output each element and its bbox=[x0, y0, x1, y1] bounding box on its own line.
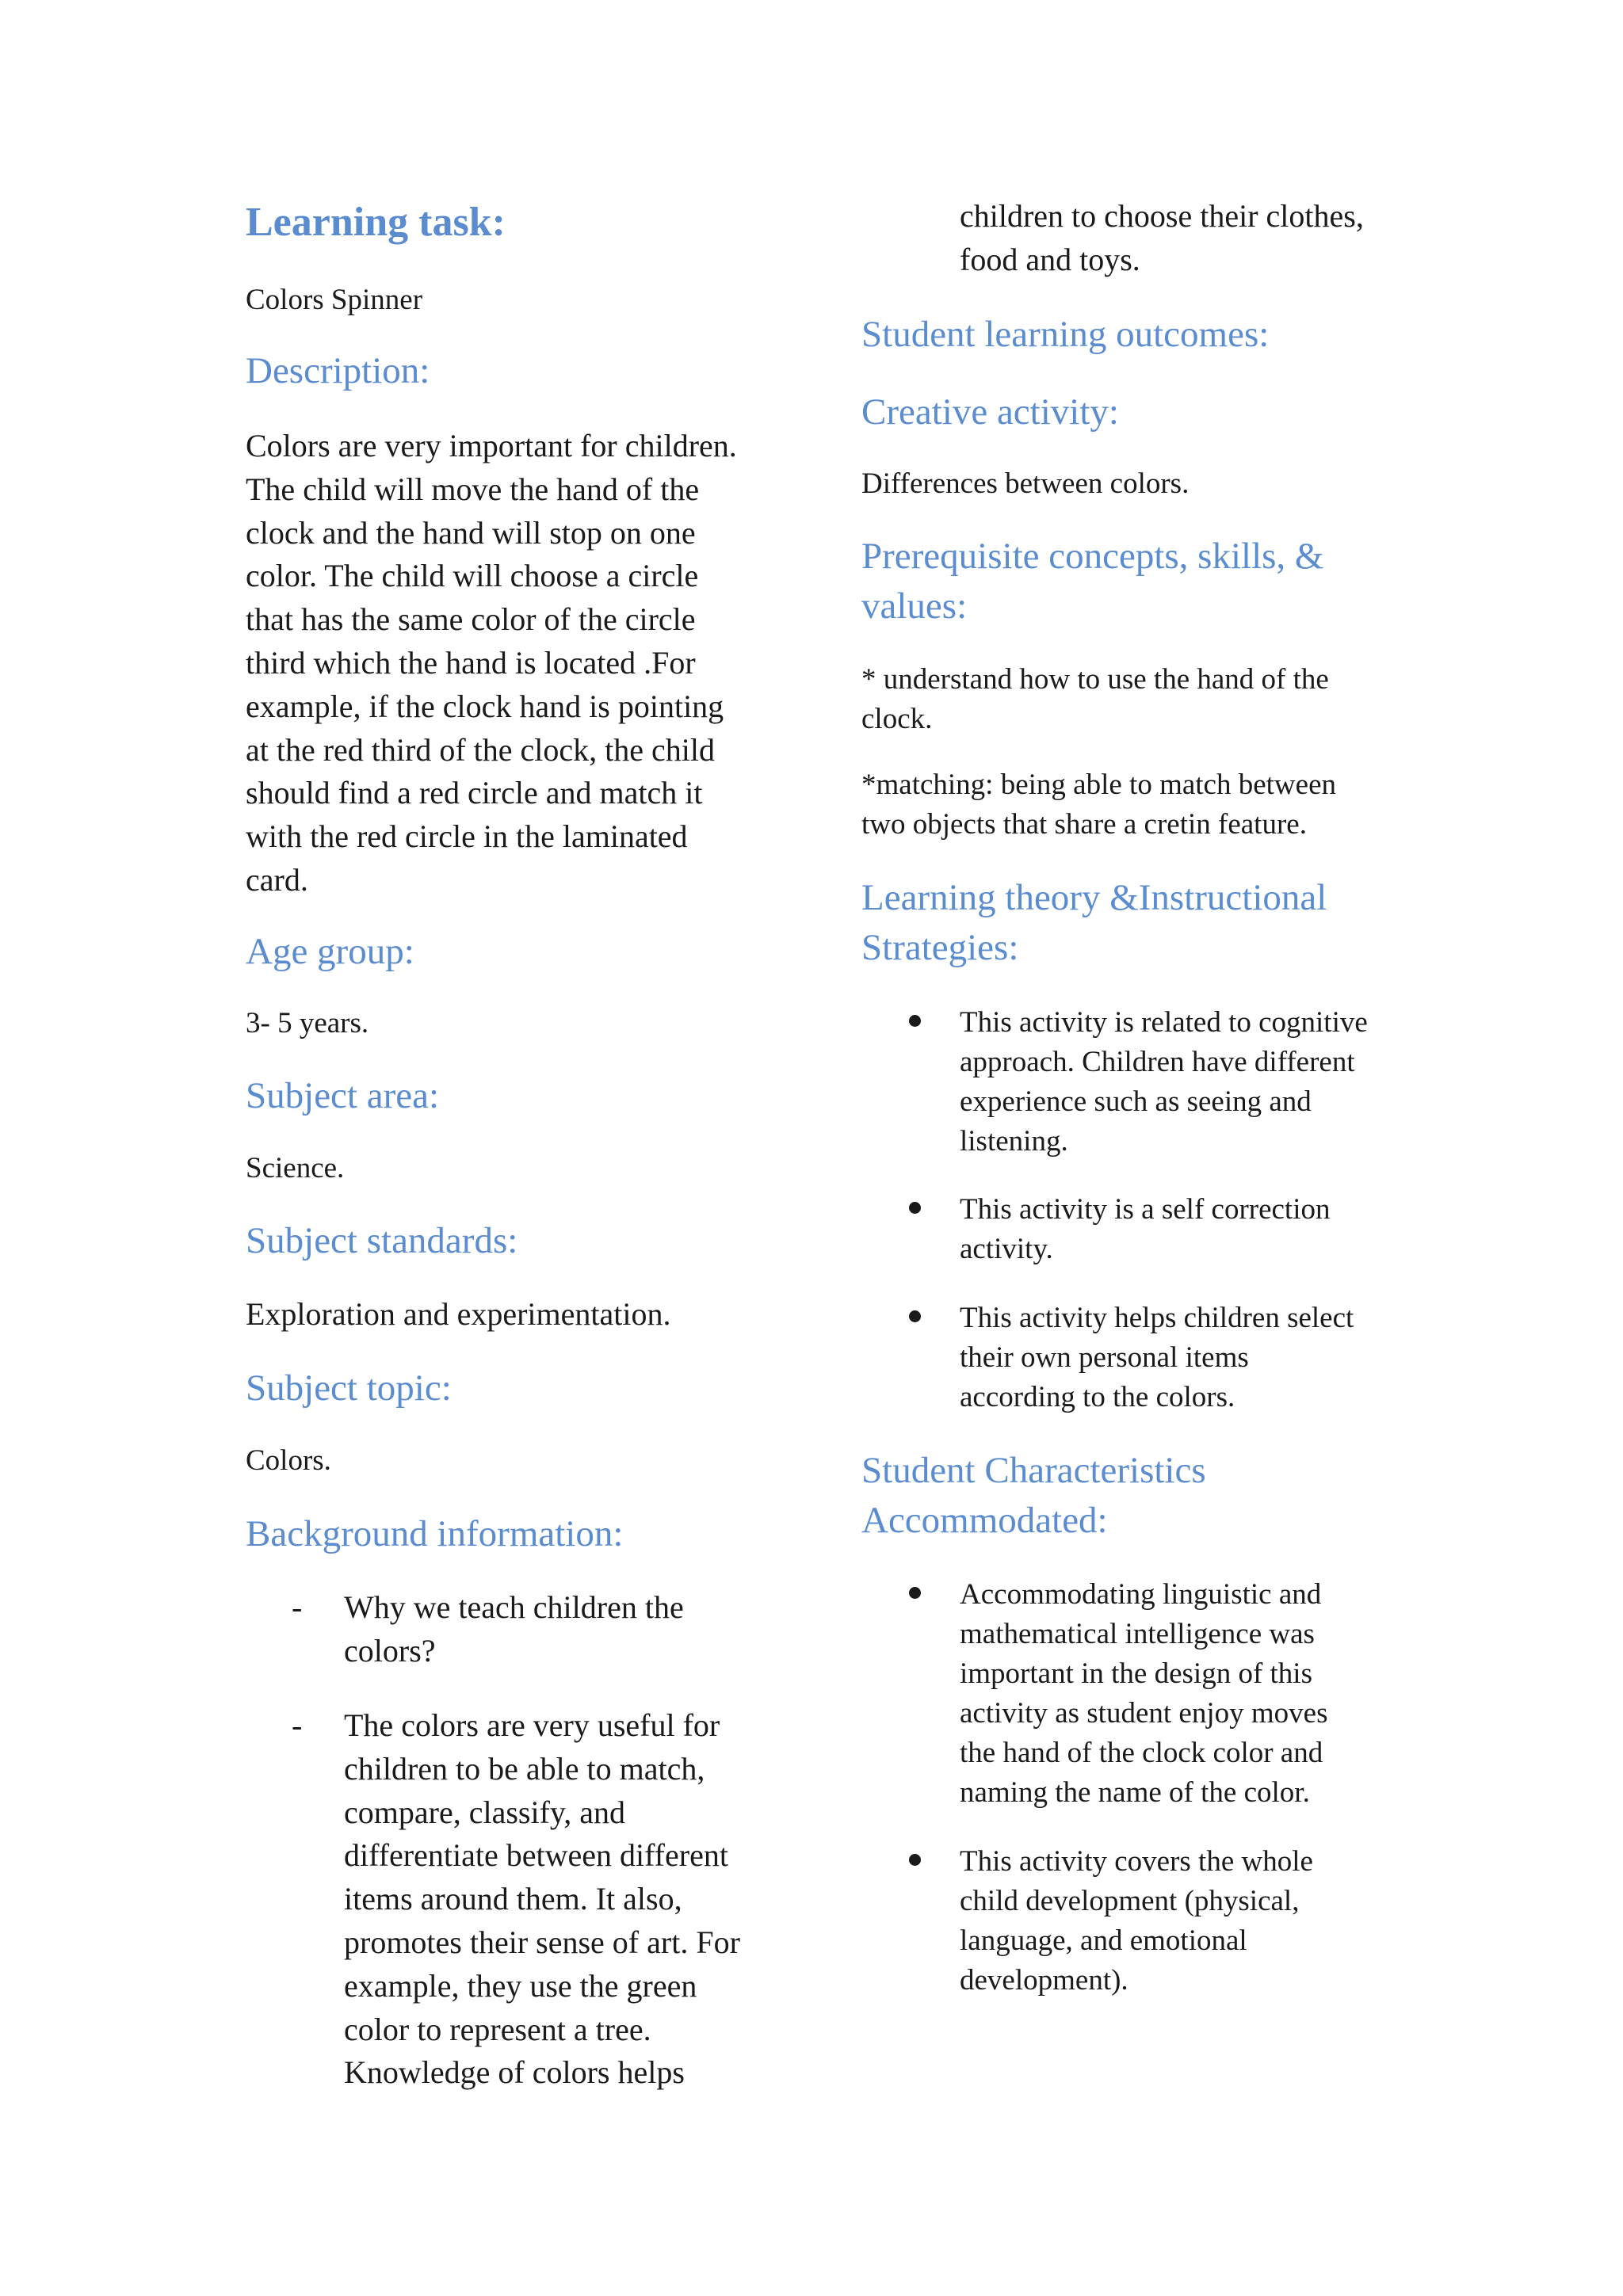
dash-marker: - bbox=[292, 1707, 303, 1743]
subject-topic-value: Colors. bbox=[246, 1444, 331, 1477]
background-item-text bbox=[344, 1704, 740, 2095]
text-line: compare, classify, and bbox=[344, 1794, 626, 1830]
text-line: Why we teach children the bbox=[344, 1589, 684, 1625]
description-line: Colors are very important for children. bbox=[246, 428, 737, 463]
description-line: at the red third of the clock, the child bbox=[246, 731, 716, 768]
heading-line: Accommodated: bbox=[861, 1500, 1108, 1541]
characteristics-heading bbox=[861, 1446, 1206, 1546]
text-line: two objects that share a cretin feature. bbox=[861, 808, 1307, 841]
subject-area-value: Science. bbox=[246, 1152, 345, 1184]
bullet-text bbox=[960, 1575, 1327, 1813]
background-item-text bbox=[344, 1586, 684, 1673]
bullet-icon bbox=[909, 1015, 921, 1027]
description-line: that has the same color of the circle bbox=[246, 601, 696, 638]
prerequisite-heading bbox=[861, 532, 1323, 631]
heading-line: values: bbox=[861, 585, 968, 627]
text-line: promotes their sense of art. For bbox=[344, 1924, 740, 1960]
description-line: with the red circle in the laminated bbox=[246, 818, 688, 855]
description-heading: Description: bbox=[246, 350, 430, 391]
description-line: third which the hand is located .For bbox=[246, 644, 696, 681]
age-group-heading: Age group: bbox=[246, 931, 414, 972]
background-info-heading: Background information: bbox=[246, 1513, 624, 1554]
description-paragraph bbox=[246, 425, 737, 902]
description-line: card. bbox=[246, 861, 308, 898]
heading-line: Prerequisite concepts, skills, & bbox=[861, 536, 1324, 577]
bullet-text bbox=[960, 1003, 1368, 1161]
learning-outcomes-heading: Student learning outcomes: bbox=[861, 314, 1270, 355]
text-line: clock. bbox=[861, 703, 933, 735]
text-line: development). bbox=[960, 1964, 1128, 1997]
prerequisite-item bbox=[861, 660, 1329, 739]
text-line: important in the design of this bbox=[960, 1657, 1312, 1690]
continued-paragraph bbox=[960, 195, 1364, 282]
description-line: color. The child will choose a circle bbox=[246, 558, 699, 594]
text-line: approach. Children have different bbox=[960, 1046, 1355, 1078]
heading-line: Learning theory &Instructional bbox=[861, 877, 1327, 918]
text-line: This activity helps children select bbox=[960, 1302, 1354, 1334]
text-line: *matching: being able to match between bbox=[861, 769, 1336, 801]
text-line: Knowledge of colors helps bbox=[344, 2054, 685, 2091]
creative-activity-value: Differences between colors. bbox=[861, 467, 1190, 500]
bullet-text bbox=[960, 1842, 1313, 2000]
text-line: colors? bbox=[344, 1632, 436, 1669]
subject-standards-value: Exploration and experimentation. bbox=[246, 1296, 671, 1332]
text-line: mathematical intelligence was bbox=[960, 1618, 1315, 1650]
dash-marker: - bbox=[292, 1589, 303, 1625]
bullet-icon bbox=[909, 1202, 921, 1214]
bullet-icon bbox=[909, 1587, 921, 1599]
text-line: activity as student enjoy moves bbox=[960, 1697, 1328, 1730]
subject-standards-heading: Subject standards: bbox=[246, 1220, 518, 1261]
text-line: the hand of the clock color and bbox=[960, 1737, 1323, 1769]
heading-line: Strategies: bbox=[861, 927, 1019, 968]
bullet-icon bbox=[909, 1854, 921, 1866]
text-line: * understand how to use the hand of the bbox=[861, 663, 1329, 696]
text-line: listening. bbox=[960, 1125, 1068, 1158]
bullet-icon bbox=[909, 1310, 921, 1322]
task-name: Colors Spinner bbox=[246, 284, 423, 316]
text-line: naming the name of the color. bbox=[960, 1776, 1310, 1809]
description-line: clock and the hand will stop on one bbox=[246, 514, 696, 551]
text-line: child development (physical, bbox=[960, 1885, 1300, 1917]
text-line: children to choose their clothes, bbox=[960, 198, 1364, 234]
learning-task-title: Learning task: bbox=[246, 200, 506, 245]
bullet-text bbox=[960, 1299, 1354, 1417]
text-line: color to represent a tree. bbox=[344, 2011, 651, 2047]
text-line: differentiate between different bbox=[344, 1837, 728, 1874]
creative-activity-heading: Creative activity: bbox=[861, 391, 1119, 433]
text-line: example, they use the green bbox=[344, 1967, 697, 2004]
text-line: This activity is a self correction bbox=[960, 1193, 1331, 1226]
subject-topic-heading: Subject topic: bbox=[246, 1367, 452, 1409]
text-line: activity. bbox=[960, 1233, 1053, 1265]
text-line: children to be able to match, bbox=[344, 1750, 705, 1787]
text-line: This activity covers the whole bbox=[960, 1845, 1313, 1878]
subject-area-heading: Subject area: bbox=[246, 1075, 440, 1116]
heading-line: Student Characteristics bbox=[861, 1450, 1206, 1491]
text-line: The colors are very useful for bbox=[344, 1707, 720, 1743]
text-line: Accommodating linguistic and bbox=[960, 1578, 1322, 1611]
text-line: experience such as seeing and bbox=[960, 1085, 1312, 1118]
prerequisite-item bbox=[861, 765, 1336, 845]
text-line: food and toys. bbox=[960, 241, 1140, 277]
text-line: This activity is related to cognitive bbox=[960, 1006, 1368, 1039]
bullet-text bbox=[960, 1190, 1331, 1269]
description-line: The child will move the hand of the bbox=[246, 471, 700, 507]
description-line: should find a red circle and match it bbox=[246, 775, 703, 811]
age-group-value: 3- 5 years. bbox=[246, 1007, 369, 1039]
text-line: their own personal items bbox=[960, 1341, 1249, 1374]
text-line: items around them. It also, bbox=[344, 1881, 682, 1917]
text-line: language, and emotional bbox=[960, 1924, 1247, 1957]
learning-theory-heading bbox=[861, 873, 1327, 973]
text-line: according to the colors. bbox=[960, 1381, 1235, 1413]
description-line: example, if the clock hand is pointing bbox=[246, 688, 724, 724]
